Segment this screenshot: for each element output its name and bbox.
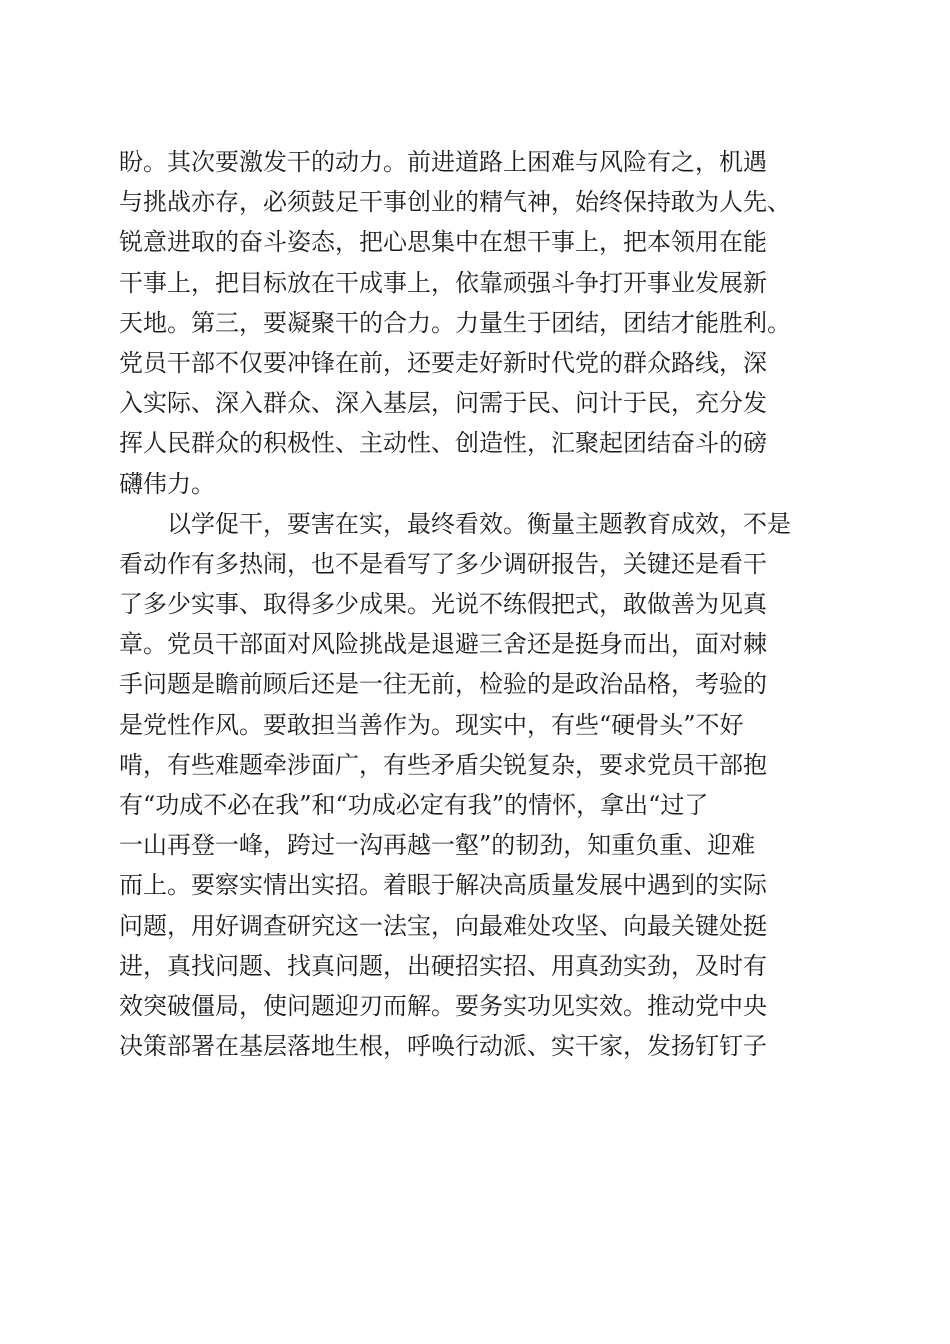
text-line: 一山再登一峰，跨过一沟再越一壑”的韧劲，知重负重、迎难 [119, 831, 756, 860]
text-line: 有“功成不必在我”和“功成必定有我”的情怀，拿出“过了 [119, 791, 709, 819]
text-line: 锐意进取的奋斗姿态，把心思集中在想干事上，把本领用在能 [119, 228, 767, 257]
text-line: 入实际、深入群众、深入基层，问需于民、问计于民，充分发 [119, 389, 767, 418]
text-line: 了多少实事、取得多少成果。光说不练假把式，敢做善为见真 [119, 590, 767, 619]
text-line: 与挑战亦存，必须鼓足干事创业的精气神，始终保持敢为人先、 [119, 188, 791, 217]
text-line: 手问题是瞻前顾后还是一往无前，检验的是政治品格，考验的 [119, 670, 767, 699]
text-line: 啃，有些难题牵涉面广，有些矛盾尖锐复杂，要求党员干部抱 [119, 750, 767, 779]
text-line: 党员干部不仅要冲锋在前，还要走好新时代党的群众路线，深 [119, 348, 767, 377]
text-line: 章。党员干部面对风险挑战是退避三舍还是挺身而出，面对棘 [119, 630, 767, 659]
text-line: 干事上，把目标放在干成事上，依靠顽强斗争打开事业发展新 [119, 268, 767, 297]
text-line: 进，真找问题、找真问题，出硬招实招、用真劲实劲，及时有 [119, 951, 767, 980]
text-line: 问题，用好调查研究这一法宝，向最难处攻坚、向最关键处挺 [119, 911, 767, 940]
text-line: 天地。第三，要凝聚干的合力。力量生于团结，团结才能胜利。 [119, 308, 791, 337]
body-text [119, 142, 839, 1066]
text-line: 效突破僵局，使问题迎刃而解。要务实功见实效。推动党中央 [119, 991, 767, 1020]
paragraph-start-line: 以学促干，要害在实，最终看效。衡量主题教育成效，不是 [119, 509, 791, 538]
text-line: 挥人民群众的积极性、主动性、创造性，汇聚起团结奋斗的磅 [119, 429, 767, 458]
text-line: 盼。其次要激发干的动力。前进道路上困难与风险有之，机遇 [119, 148, 767, 176]
text-line: 是党性作风。要敢担当善作为。现实中，有些“硬骨头”不好 [119, 710, 744, 739]
text-line: 看动作有多热闹，也不是看写了多少调研报告，关键还是看干 [119, 549, 767, 578]
text-line: 礴伟力。 [119, 469, 215, 498]
text-line: 决策部署在基层落地生根，呼唤行动派、实干家，发扬钉钉子 [119, 1032, 767, 1061]
text-line: 而上。要察实情出实招。着眼于解决高质量发展中遇到的实际 [119, 871, 767, 900]
